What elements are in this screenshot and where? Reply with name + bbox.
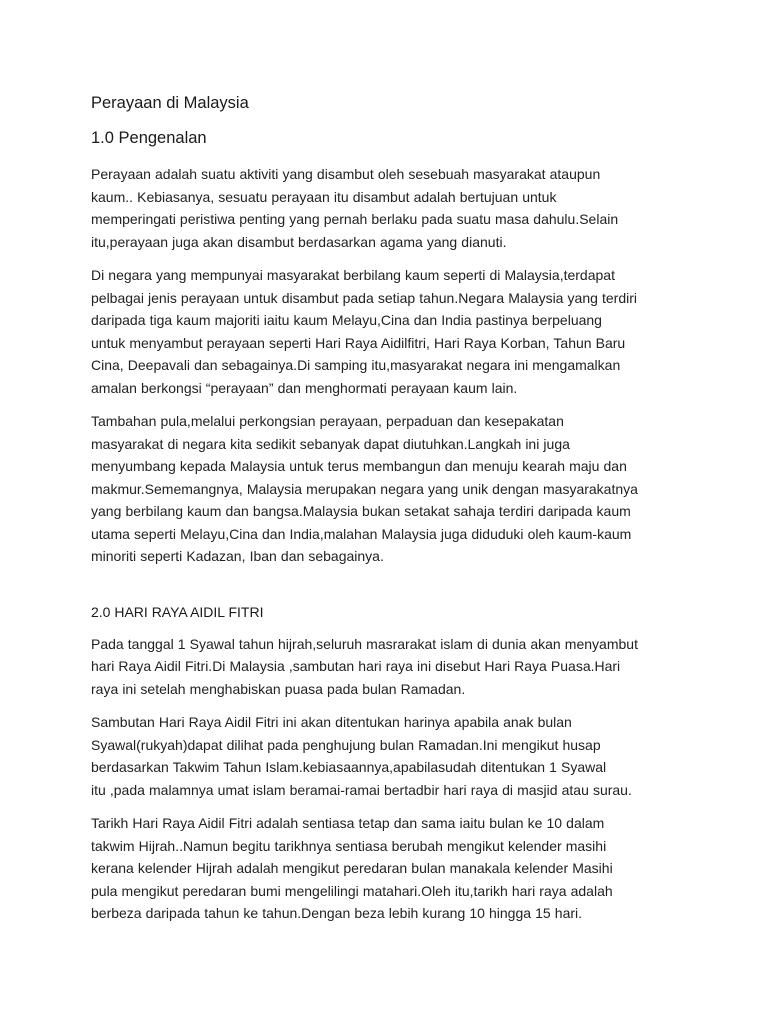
paragraph — [91, 711, 691, 801]
text-line: berdasarkan Takwim Tahun Islam.kebiasaannya,apabilasudah ditentukan 1 Syawal — [91, 759, 607, 775]
text-line: Tarikh Hari Raya Aidil Fitri adalah sentiasa tetap dan sama iaitu bulan ke 10 dalam — [91, 815, 605, 831]
text-line: berbeza daripada tahun ke tahun.Dengan beza lebih kurang 10 hingga 15 hari. — [91, 905, 583, 921]
text-line: makmur.Sememangnya, Malaysia merupakan negara yang unik dengan masyarakatnya — [91, 480, 638, 497]
section-heading-hari-raya: 2.0 HARI RAYA AIDIL FITRI — [91, 603, 264, 620]
paragraph — [91, 163, 691, 253]
section-spacer — [91, 579, 691, 601]
text-line: Perayaan adalah suatu aktiviti yang disambut oleh sesebuah masyarakat ataupun — [91, 166, 601, 182]
text-line: raya ini setelah menghabiskan puasa pada bulan Ramadan. — [91, 680, 466, 697]
document-title: Perayaan di Malaysia — [91, 94, 249, 112]
text-line: kerana kelender Hijrah adalah mengikut peredaran bulan manakala kelender Masihi — [91, 860, 613, 876]
text-line: hari Raya Aidil Fitri.Di Malaysia ,sambutan hari raya ini disebut Hari Raya Puasa.Hari — [91, 658, 621, 674]
text-line: memperingati peristiwa penting yang pernah berlaku pada suatu masa dahulu.Selain — [91, 211, 619, 227]
text-line: amalan berkongsi “perayaan” dan menghormati perayaan kaum lain. — [91, 379, 518, 396]
text-line: daripada tiga kaum majoriti iaitu kaum Melayu,Cina dan India pastinya berpeluang — [91, 312, 602, 328]
text-line: masyarakat di negara kita sedikit sebanyak dapat diutuhkan.Langkah ini juga — [91, 435, 570, 452]
text-line: Cina, Deepavali dan sebagainya.Di samping itu,masyarakat negara ini mengamalkan — [91, 357, 621, 373]
text-line: Di negara yang mempunyai masyarakat berbilang kaum seperti di Malaysia,terdapat — [91, 267, 615, 283]
text-line: Pada tanggal 1 Syawal tahun hijrah,seluruh masrarakat islam di dunia akan menyambut — [91, 635, 638, 652]
text-line: itu ,pada malamnya umat islam beramai-ramai bertadbir hari raya di masjid atau surau. — [91, 781, 632, 798]
text-line: pula mengikut peredaran bumi mengelilingi matahari.Oleh itu,tarikh hari raya adalah — [91, 882, 613, 899]
section-heading-pengenalan: 1.0 Pengenalan — [91, 129, 207, 147]
text-line: Sambutan Hari Raya Aidil Fitri ini akan ditentukan harinya apabila anak bulan — [91, 714, 572, 730]
text-line: menyumbang kepada Malaysia untuk terus membangun dan menuju kearah maju dan — [91, 458, 627, 474]
text-line: utama seperti Melayu,Cina dan India,malahan Malaysia juga diduduki oleh kaum-kaum — [91, 525, 632, 542]
text-line: kaum.. Kebiasanya, sesuatu perayaan itu disambut adalah bertujuan untuk — [91, 188, 557, 205]
text-line: minoriti seperti Kadazan, Iban dan sebagainya. — [91, 548, 384, 564]
text-line: untuk menyambut perayaan seperti Hari Raya Aidilfitri, Hari Raya Korban, Tahun Baru — [91, 334, 626, 351]
text-line: itu,perayaan juga akan disambut berdasarkan agama yang dianuti. — [91, 233, 507, 250]
text-line: takwim Hijrah..Namun begitu tarikhnya sentiasa berubah mengikut kelender masihi — [91, 837, 607, 854]
paragraph — [91, 264, 691, 399]
paragraph — [91, 633, 691, 701]
paragraph — [91, 812, 691, 925]
text-line: pelbagai jenis perayaan untuk disambut pada setiap tahun.Negara Malaysia yang terdiri — [91, 289, 638, 306]
text-line: Syawal(rukyah)dapat dilihat pada penghujung bulan Ramadan.Ini mengikut husap — [91, 736, 601, 753]
text-line: yang berbilang kaum dan bangsa.Malaysia bukan setakat sahaja terdiri daripada kaum — [91, 503, 631, 519]
document-page — [91, 92, 691, 936]
paragraph — [91, 410, 691, 568]
text-line: Tambahan pula,melalui perkongsian perayaan, perpaduan dan kesepakatan — [91, 413, 564, 429]
